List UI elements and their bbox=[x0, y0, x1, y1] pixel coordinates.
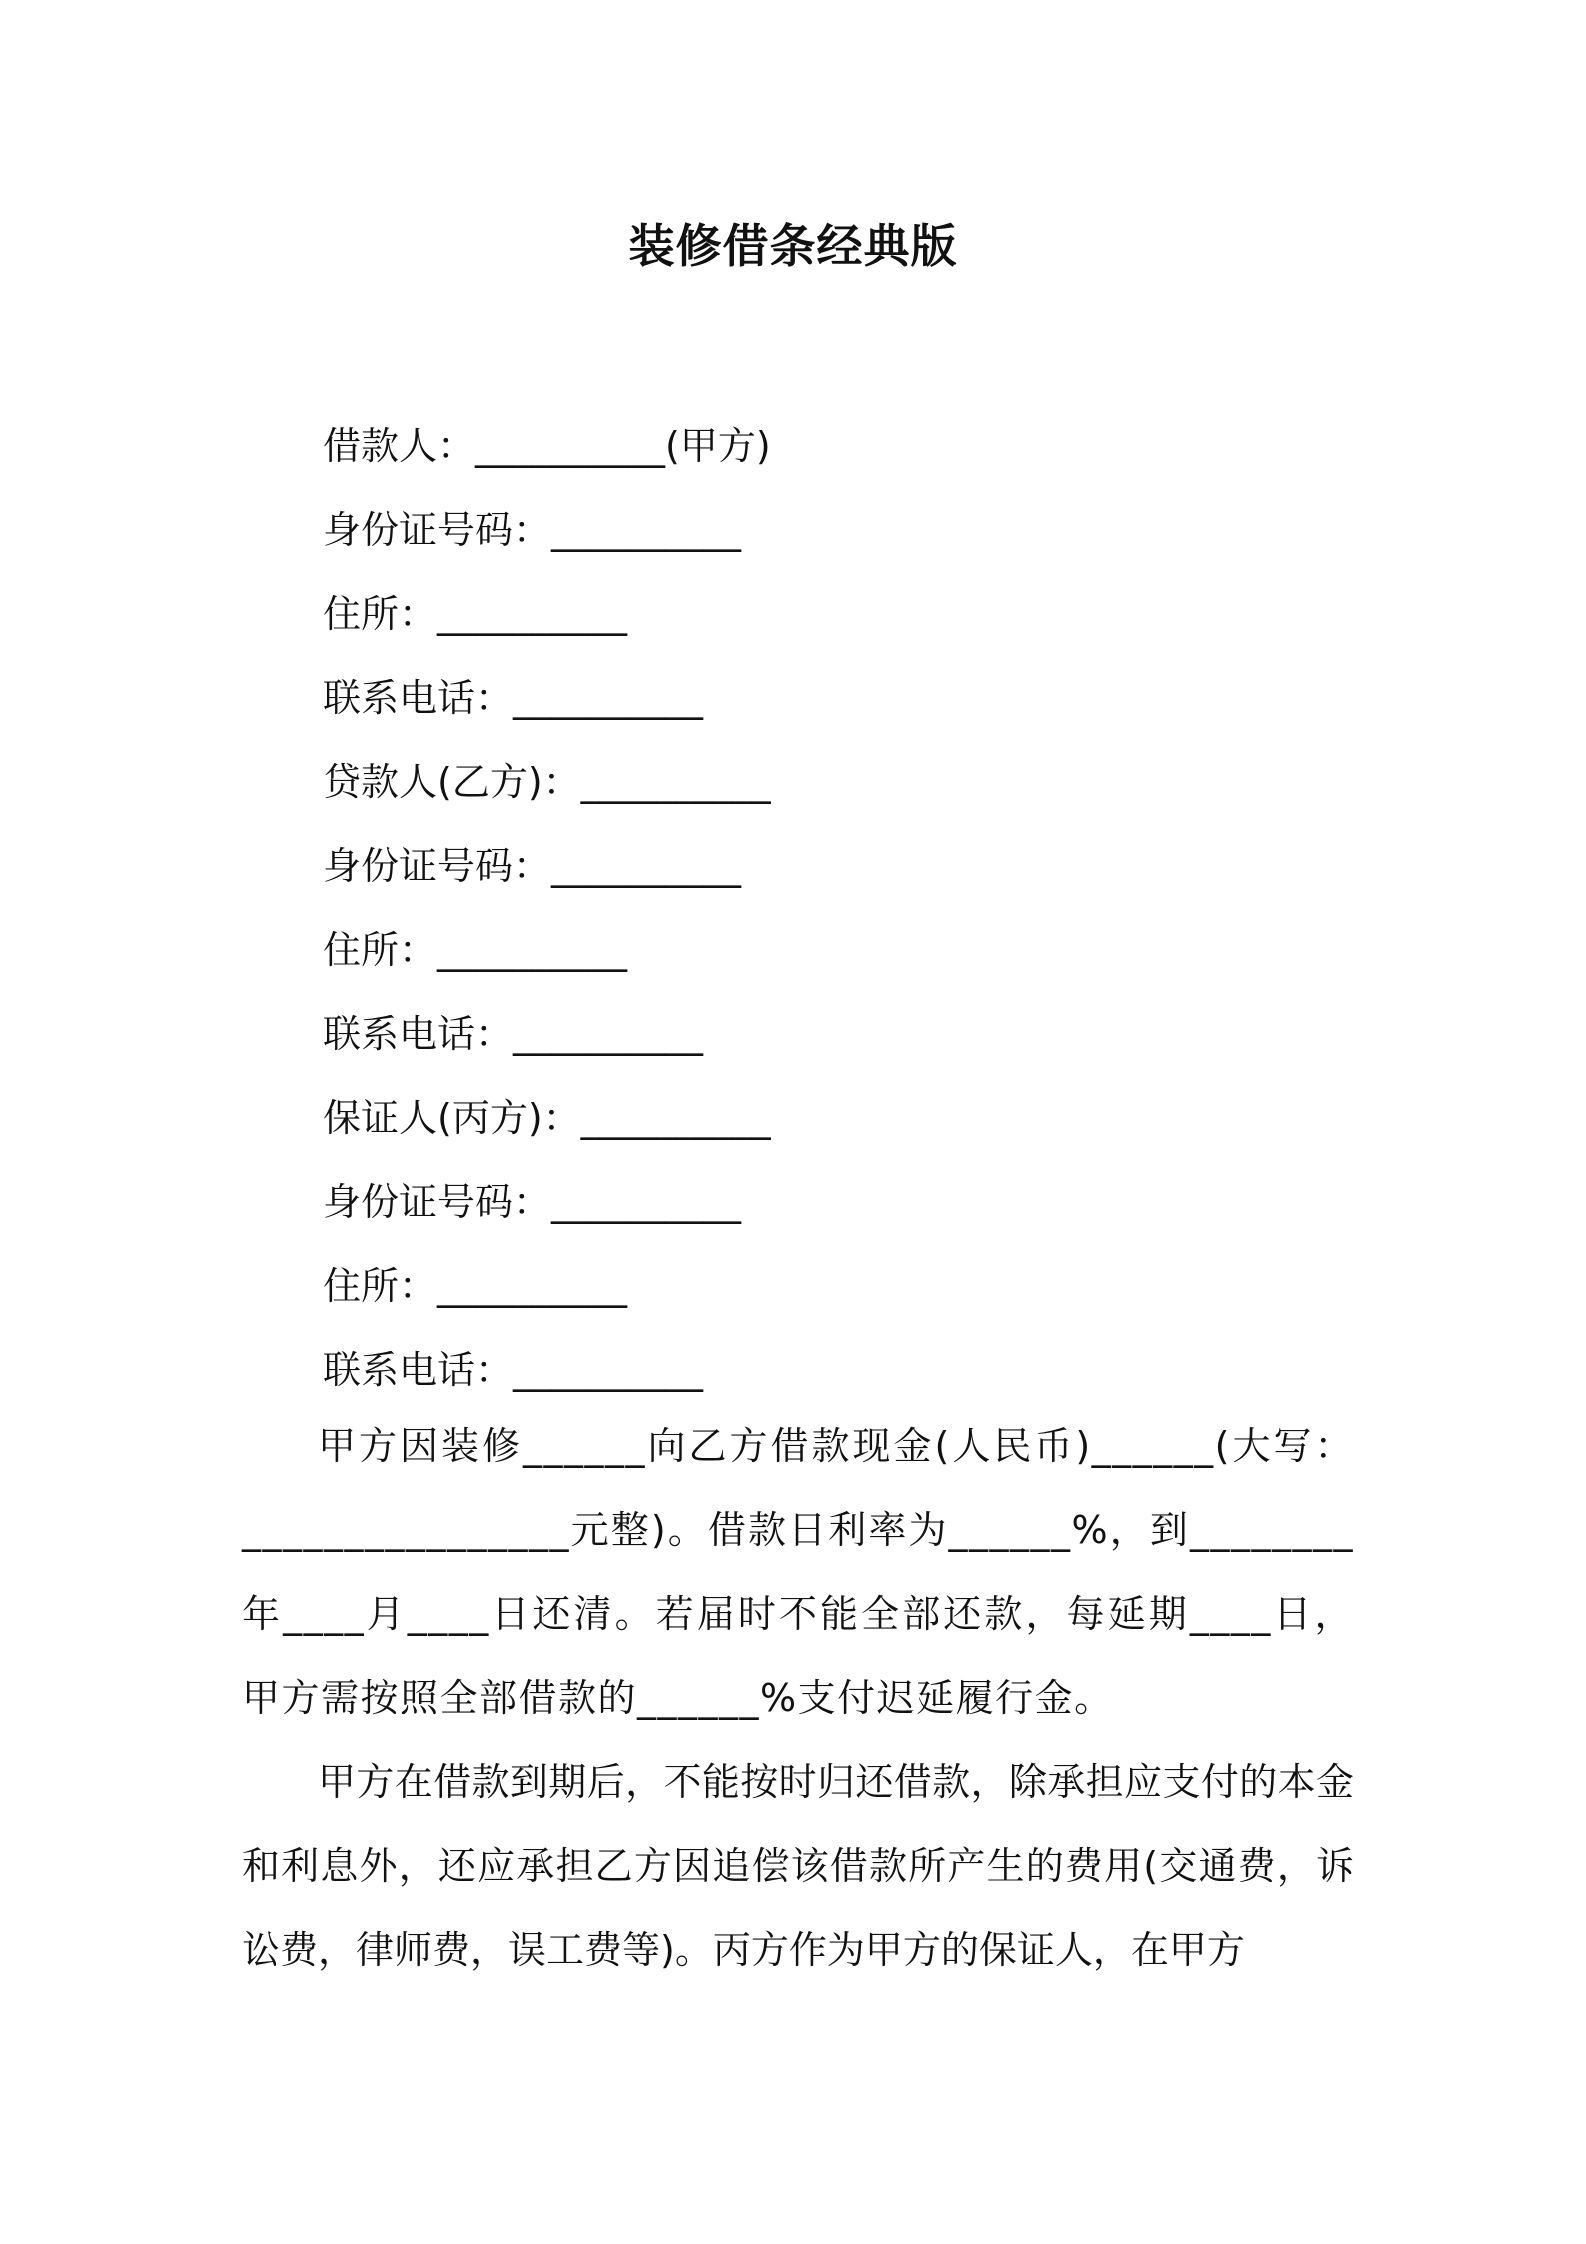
party-info-list bbox=[323, 404, 771, 1412]
guarantor-address-field: 住所：__________ bbox=[323, 1264, 628, 1308]
borrower-name-field: 借款人：__________(甲方) bbox=[323, 424, 771, 468]
lender-address-field: 住所：__________ bbox=[323, 928, 628, 972]
default-liability-paragraph: 甲方在借款到期后，不能按时归还借款，除承担应支付的本金和利息外，还应承担乙方因追偿该借款所产生的费用(交通费，诉讼费，律师费，误工费等)。丙方作为甲方的保证人，在甲方 bbox=[242, 1760, 1354, 1972]
borrower-address-field: 住所：__________ bbox=[323, 592, 628, 636]
lender-id-field: 身份证号码：__________ bbox=[323, 844, 742, 888]
lender-name-field: 贷款人(乙方)：__________ bbox=[323, 760, 771, 804]
guarantor-id-field: 身份证号码：__________ bbox=[323, 1180, 742, 1224]
borrower-phone-field: 联系电话：__________ bbox=[323, 676, 704, 720]
lender-phone-field: 联系电话：__________ bbox=[323, 1012, 704, 1056]
borrower-id-field: 身份证号码：__________ bbox=[323, 508, 742, 552]
document-title: 装修借条经典版 bbox=[628, 219, 958, 273]
guarantor-name-field: 保证人(丙方)：__________ bbox=[323, 1096, 771, 1140]
loan-terms-paragraph: 甲方因装修______向乙方借款现金(人民币)______(大写：________________元整)。借款日利率为______%，到________年____月____日还清。若届时不能全部还款，每延期____日，甲方需按照全部借款的______%支付迟延履行金。 bbox=[242, 1424, 1354, 1720]
guarantor-phone-field: 联系电话：__________ bbox=[323, 1348, 704, 1392]
